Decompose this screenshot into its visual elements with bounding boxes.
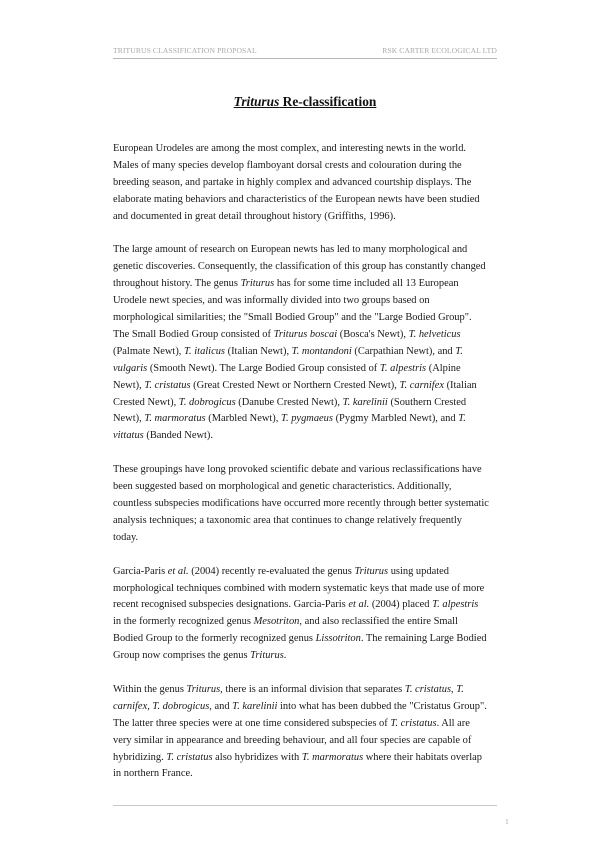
text-line xyxy=(113,411,512,428)
italic-text: Triturus xyxy=(240,278,275,290)
text-run: . xyxy=(283,650,287,662)
text-line xyxy=(113,581,512,598)
italic-text: T. karelinii xyxy=(342,396,388,408)
italic-text: vittatus xyxy=(113,430,144,442)
page-number: 1 xyxy=(505,817,509,826)
text-run: Newt), xyxy=(113,413,145,425)
text-line xyxy=(113,716,512,733)
italic-text: vulgaris xyxy=(113,362,148,374)
text-run: Crested Newt), xyxy=(113,396,179,408)
footer-divider xyxy=(113,805,497,806)
text-run: . All are xyxy=(436,717,470,729)
text-run: , and xyxy=(209,700,233,712)
italic-text: T. dobrogicus xyxy=(152,700,210,712)
italic-text: T. xyxy=(456,683,464,695)
text-run: Group now comprises the genus xyxy=(113,650,251,662)
text-run: very similar in appearance and breeding behaviour, and all four species are capable of xyxy=(113,734,472,746)
text-line xyxy=(113,648,512,665)
italic-text: T. cristatus xyxy=(144,379,191,391)
text-run: The large amount of research on European newts has led to many morphological and xyxy=(113,244,468,256)
text-run: morphological techniques combined with modern systematic keys that made use of more xyxy=(113,582,485,594)
text-run: (Southern Crested xyxy=(387,396,467,408)
text-run: and documented in great detail throughout history (Griffiths, 1996). xyxy=(113,210,396,222)
title-text: Re-classification xyxy=(279,94,377,109)
italic-text: T. montandoni xyxy=(291,345,352,357)
text-run: (Palmate Newt), xyxy=(113,345,185,357)
text-run: hybridizing. xyxy=(113,751,167,763)
text-line xyxy=(113,327,512,344)
italic-text: Triturus boscai xyxy=(273,328,338,340)
text-run: Within the genus xyxy=(113,683,187,695)
text-line xyxy=(113,530,512,547)
text-run: (Italian Newt), xyxy=(225,345,292,357)
text-run: genetic discoveries. Consequently, the classification of this group has constantly changed xyxy=(113,261,486,273)
text-run: Urodele newt species, and was informally divided into two groups based on xyxy=(113,295,430,307)
text-run: Males of many species develop flamboyant dorsal crests and colouration during the xyxy=(113,159,462,171)
text-run: , xyxy=(147,700,153,712)
header-document-title: TRITURUS CLASSIFICATION PROPOSAL xyxy=(113,46,257,55)
text-run: (Banded Newt). xyxy=(143,430,214,442)
italic-text: Triturus xyxy=(354,565,389,577)
text-run: where their habitats overlap xyxy=(363,751,482,763)
text-line xyxy=(113,293,512,310)
text-line xyxy=(113,361,512,378)
italic-text: T. carnifex xyxy=(399,379,444,391)
text-run: analysis techniques; a taxonomic area that continues to change relatively frequently xyxy=(113,514,462,526)
text-run: into what has been dubbed the "Cristatus Group". xyxy=(277,700,487,712)
text-line xyxy=(113,699,512,716)
italic-text: T. helveticus xyxy=(408,328,461,340)
text-run: countless subspecies modifications have occurred more recently through better systematic xyxy=(113,498,489,509)
text-line xyxy=(113,276,512,293)
text-run: using updated xyxy=(388,565,449,577)
text-run: (Pygmy Marbled Newt), and xyxy=(332,413,459,425)
text-line xyxy=(113,682,512,699)
text-run: been suggested based on morphological and genetic characteristics. Additionally, xyxy=(113,481,452,493)
italic-text: T. alpestris xyxy=(379,362,427,374)
text-run: European Urodeles are among the most complex, and interesting newts in the world. xyxy=(113,143,467,154)
italic-text: Mesotriton xyxy=(253,616,300,628)
text-line xyxy=(113,750,512,767)
italic-text: Triturus xyxy=(250,650,284,662)
text-run: The Small Bodied Group consisted of xyxy=(113,328,274,340)
italic-text: T. pygmaeus xyxy=(280,413,333,425)
paragraph xyxy=(113,462,512,547)
title-genus: Triturus xyxy=(233,94,280,109)
text-line xyxy=(113,631,512,648)
header-company-name: RSK CARTER ECOLOGICAL LTD xyxy=(382,46,497,55)
italic-text: carnifex xyxy=(113,700,148,712)
text-run: has for some time included all 13 European xyxy=(274,278,459,290)
paragraph xyxy=(113,242,512,445)
text-line xyxy=(113,242,512,259)
text-run: recent recognised subspecies designations. Garcia-Paris xyxy=(113,599,349,611)
italic-text: et al. xyxy=(348,599,370,611)
text-line xyxy=(113,513,512,530)
italic-text: T. cristatus xyxy=(404,683,452,695)
text-line xyxy=(113,344,512,361)
text-line xyxy=(113,175,512,192)
text-line xyxy=(113,496,512,513)
text-line xyxy=(113,192,512,209)
italic-text: T. cristatus xyxy=(390,717,437,729)
text-line xyxy=(113,733,512,750)
text-run: elaborate mating behaviors and characteristics of the European newts have been studied xyxy=(113,193,480,205)
text-run: Bodied Group to the formerly recognized genus xyxy=(113,633,316,645)
text-run: morphological similarities; the "Small Bodied Group" and the "Large Bodied Group". xyxy=(113,312,472,324)
page-title xyxy=(113,94,497,110)
text-line xyxy=(113,597,512,614)
italic-text: T. italicus xyxy=(184,345,225,357)
text-line xyxy=(113,310,512,327)
italic-text: T. marmoratus xyxy=(144,413,206,425)
text-line xyxy=(113,395,512,412)
text-run: (Bosca's Newt), xyxy=(337,328,409,340)
text-run: in the formerly recognized genus xyxy=(113,616,254,628)
italic-text: T. dobrogicus xyxy=(178,396,236,408)
text-run: , and also reclassified the entire Small xyxy=(299,616,458,628)
text-run: The latter three species were at one time considered subspecies of xyxy=(113,717,391,729)
text-line xyxy=(113,462,512,479)
text-line xyxy=(113,479,512,496)
text-line xyxy=(113,766,512,783)
text-line xyxy=(113,614,512,631)
text-line xyxy=(113,209,512,226)
paragraph xyxy=(113,141,512,226)
italic-text: Lissotriton xyxy=(315,633,361,645)
text-run: . The remaining Large Bodied xyxy=(360,633,487,645)
text-run: , xyxy=(451,683,457,695)
text-run: breeding season, and partake in highly complex and advanced courtship displays. The xyxy=(113,176,472,188)
text-line xyxy=(113,378,512,395)
document-body xyxy=(113,141,512,800)
text-run: (Alpine xyxy=(426,362,461,374)
text-line xyxy=(113,158,512,175)
text-run: (2004) placed xyxy=(369,599,433,611)
italic-text: T. xyxy=(455,345,463,357)
text-run: in northern France. xyxy=(113,768,193,780)
text-run: (Danube Crested Newt), xyxy=(235,396,343,408)
italic-text: T. alpestris xyxy=(432,599,479,611)
italic-text: T. karelinii xyxy=(232,700,278,712)
paragraph xyxy=(113,564,512,665)
text-run: Garcia-Paris xyxy=(113,565,168,577)
italic-text: et al. xyxy=(167,565,189,577)
text-line xyxy=(113,141,512,158)
text-run: (Carpathian Newt), and xyxy=(351,345,456,357)
text-run: (Smooth Newt). The Large Bodied Group consisted of xyxy=(147,362,380,374)
text-run: , there is an informal division that separates xyxy=(220,683,405,695)
text-run: (Great Crested Newt or Northern Crested Newt), xyxy=(190,379,400,391)
italic-text: T. cristatus xyxy=(166,751,213,763)
paragraph xyxy=(113,682,512,783)
text-run: throughout history. The genus xyxy=(113,278,241,290)
text-line xyxy=(113,259,512,276)
italic-text: Triturus xyxy=(186,683,221,695)
text-line xyxy=(113,564,512,581)
header-divider xyxy=(113,58,497,59)
text-run: (2004) recently re-evaluated the genus xyxy=(188,565,355,577)
italic-text: T. xyxy=(458,413,466,425)
text-run: Newt), xyxy=(113,379,145,391)
text-run: (Marbled Newt), xyxy=(205,413,281,425)
text-line xyxy=(113,428,512,445)
italic-text: T. marmoratus xyxy=(301,751,364,763)
text-run: These groupings have long provoked scientific debate and various reclassifications have xyxy=(113,464,482,476)
text-run: (Italian xyxy=(443,379,477,391)
text-run: today. xyxy=(113,531,139,543)
text-run: also hybridizes with xyxy=(212,751,302,763)
